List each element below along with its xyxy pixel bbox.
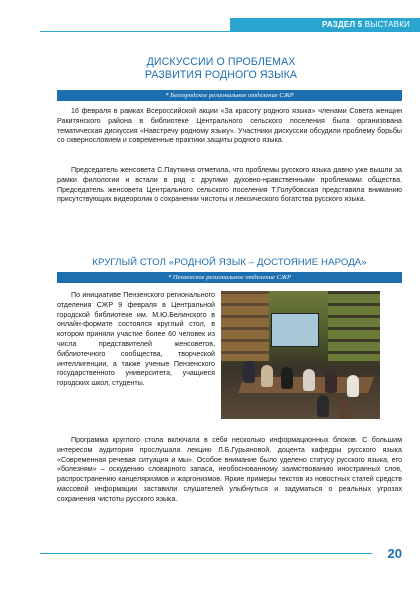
participant (261, 365, 273, 387)
section-category: ВЫСТАВКИ (364, 20, 410, 29)
page-number: 20 (387, 546, 402, 561)
article2-paragraph-2: Программа круглого стола включала в себя несколько информационных блоков. С большим интересом аудитория прослушала лекцию Л.Б.Гурьяновой, доцента кафедры русского языка «Современная речевая ситуация и мы». Особое внимание было уделено статусу русского языка, его «болезням» – оскудению словарного запаса, необоснованному заимствованию иностранных слов, распространению канцеляризмов и жаргонизмов. Яркие примеры текстов из новостных статей средств массовой информации заставили слушателей улыбнуться и задуматься о реальных угрозах сохранения чистоты русского языка. (57, 436, 402, 503)
section-label: РАЗДЕЛ 5 (321, 20, 363, 29)
article1-paragraph-1: 16 февраля в рамках Всероссийской акции «За красоту родного языка» членами Совета женщин Ракитянского района в библиотеке Центрального сельского поселения была организована тематическая дискуссия «Навстречу родному языку». Участники дискуссии обсудили проблему борьбы со сквернословием и современные практики защиты родного языка. (57, 107, 402, 145)
participant (317, 395, 329, 417)
participant (347, 375, 359, 397)
event-photo (221, 291, 380, 419)
article1-source: * Белгородское региональное отделение СЖР (57, 90, 402, 101)
article1-paragraph-2: Председатель женсовета С.Пауткина отметила, что проблемы русского языка давно уже вышли за рамки филологии и встали в ряд с другими духовно-нравственными проблемами общества. Председатель женсовета Центрального сельского поселения Т.Голубовская представила вниманию присутствующих видеоролик о сохранении чистоты и лексического богатства русского языка. (57, 166, 402, 204)
participant (325, 371, 337, 393)
article2-title: КРУГЛЫЙ СТОЛ «РОДНОЙ ЯЗЫК – ДОСТОЯНИЕ НАРОДА» (92, 257, 367, 268)
bookshelf-right (328, 291, 380, 361)
header-rule (40, 31, 420, 32)
participant (303, 369, 315, 391)
participant (243, 361, 255, 383)
article2-paragraph-1: По инициативе Пензенского регионального отделения СЖР 9 февраля в Центральной городской библиотеке им. М.Ю.Белинского в онлайн-формате состоялся круглый стол, в котором приняли участие более 60 человек из числа представителей женсоветов, библиотечного сообщества, творческой интеллигенции, а также ученые Пензенского государственного университета, учащиеся городских школ, студенты. (57, 291, 215, 388)
article1-title-line2: РАЗВИТИЯ РОДНОГО ЯЗЫКА (144, 69, 298, 81)
section-header (230, 18, 420, 32)
footer-rule (40, 553, 372, 554)
article1-title (40, 56, 402, 82)
participant (281, 367, 293, 389)
participant (339, 399, 351, 419)
bookshelf-left (221, 291, 269, 361)
projection-screen (271, 313, 319, 347)
article1-title-line1: ДИСКУССИИ О ПРОБЛЕМАХ (146, 56, 296, 68)
article2-source: * Пензенское региональное отделение СЖР (57, 272, 402, 283)
